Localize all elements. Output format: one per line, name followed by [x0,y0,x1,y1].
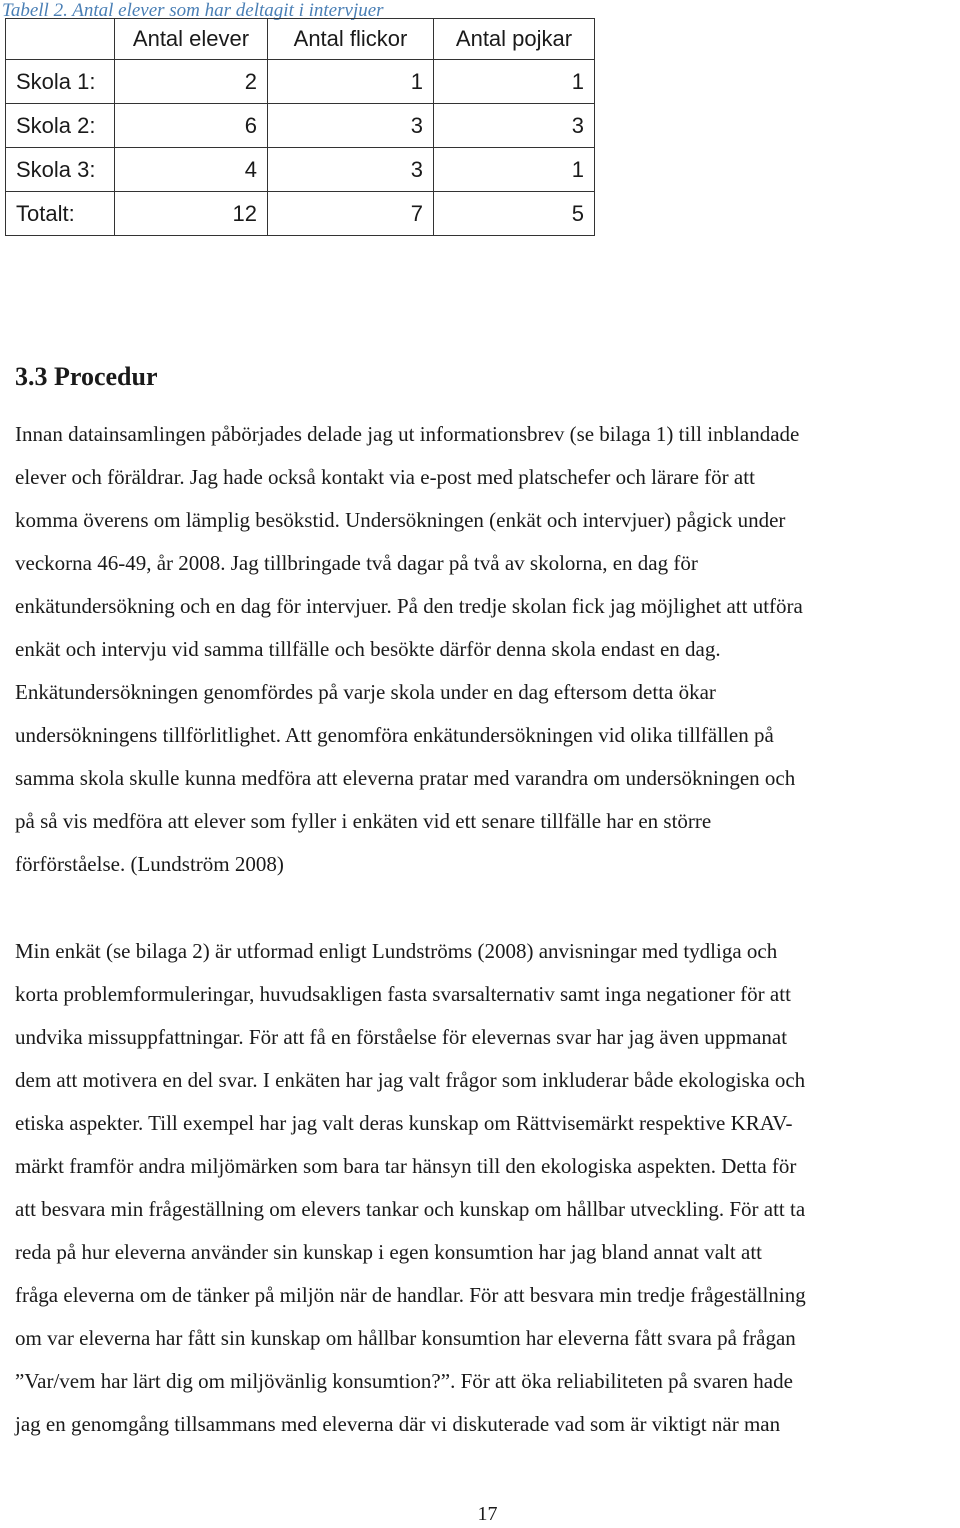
section-heading: 3.3 Procedur [15,362,158,391]
table-row [6,192,595,236]
table-cell: 1 [434,148,595,192]
text-line: undersökningens tillförlitlighet. Att genomföra enkätundersökningen vid olika tillfällen på [15,723,774,747]
text-line: dem att motivera en del svar. I enkäten har jag valt frågor som inkluderar både ekologiska och [15,1068,806,1092]
text-line: enkätundersökning och en dag för intervjuer. På den tredje skolan fick jag möjlighet att utföra [15,594,803,618]
paragraph-survey [15,930,960,1446]
students-table [5,18,595,236]
paragraph-procedure [15,413,960,886]
text-line: komma överens om lämplig besökstid. Undersökningen (enkät och intervjuer) pågick under [15,508,786,532]
text-line: Innan datainsamlingen påbörjades delade jag ut informationsbrev (se bilaga 1) till inblandade [15,422,800,446]
text-line: Min enkät (se bilaga 2) är utformad enligt Lundströms (2008) anvisningar med tydliga och [15,939,778,963]
table-row [6,104,595,148]
text-line: veckorna 46-49, år 2008. Jag tillbringade två dagar på två av skolorna, en dag för [15,551,698,575]
table-cell: 1 [268,60,434,104]
table-header-row [6,19,595,60]
table-row-label: Skola 2: [6,104,115,148]
table-header-cell: Antal elever [115,19,268,60]
table-cell: 3 [268,104,434,148]
text-line: jag en genomgång tillsammans med eleverna där vi diskuterade vad som är viktigt när man [15,1412,781,1436]
text-line: korta problemformuleringar, huvudsakligen fasta svarsalternativ samt inga negationer för att [15,982,791,1006]
text-line: fråga eleverna om de tänker på miljön när de handlar. För att besvara min tredje frågeställning [15,1283,806,1307]
text-line: etiska aspekter. Till exempel har jag valt deras kunskap om Rättvisemärkt respektive KRAV- [15,1111,793,1135]
table-row [6,60,595,104]
page-number: 17 [477,1503,498,1525]
table-header-cell: Antal flickor [268,19,434,60]
table-row-label: Skola 3: [6,148,115,192]
text-line: reda på hur eleverna använder sin kunskap i egen konsumtion har jag bland annat valt att [15,1240,762,1264]
text-line: elever och föräldrar. Jag hade också kontakt via e-post med platschefer och lärare för att [15,465,755,489]
table-row-label: Totalt: [6,192,115,236]
table-cell: 1 [434,60,595,104]
table-header-cell: Antal pojkar [434,19,595,60]
table-cell: 2 [115,60,268,104]
text-line: märkt framför andra miljömärken som bara tar hänsyn till den ekologiska aspekten. Detta för [15,1154,797,1178]
text-line: samma skola skulle kunna medföra att eleverna pratar med varandra om undersökningen och [15,766,796,790]
table-row [6,148,595,192]
table-cell: 4 [115,148,268,192]
table-cell: 3 [268,148,434,192]
text-line: enkät och intervju vid samma tillfälle och besökte därför denna skola endast en dag. [15,637,721,661]
text-line: ”Var/vem har lärt dig om miljövänlig konsumtion?”. För att öka reliabiliteten på svaren hade [15,1369,793,1393]
table-cell: 5 [434,192,595,236]
table-cell: 12 [115,192,268,236]
text-line: att besvara min frågeställning om elevers tankar och kunskap om hållbar utveckling. För att ta [15,1197,806,1221]
text-line: Enkätundersökningen genomfördes på varje skola under en dag eftersom detta ökar [15,680,716,704]
table-cell: 7 [268,192,434,236]
text-line: på så vis medföra att elever som fyller i enkäten vid ett senare tillfälle har en större [15,809,712,833]
table-header-cell [6,19,115,60]
text-line: undvika missuppfattningar. För att få en förståelse för elevernas svar har jag även uppmanat [15,1025,788,1049]
table-cell: 6 [115,104,268,148]
table-cell: 3 [434,104,595,148]
table-row-label: Skola 1: [6,60,115,104]
text-line: förförståelse. (Lundström 2008) [15,852,284,876]
text-line: om var eleverna har fått sin kunskap om hållbar konsumtion har eleverna fått svara på frågan [15,1326,796,1350]
table-caption: Tabell 2. Antal elever som har deltagit i intervjuer [2,0,384,21]
